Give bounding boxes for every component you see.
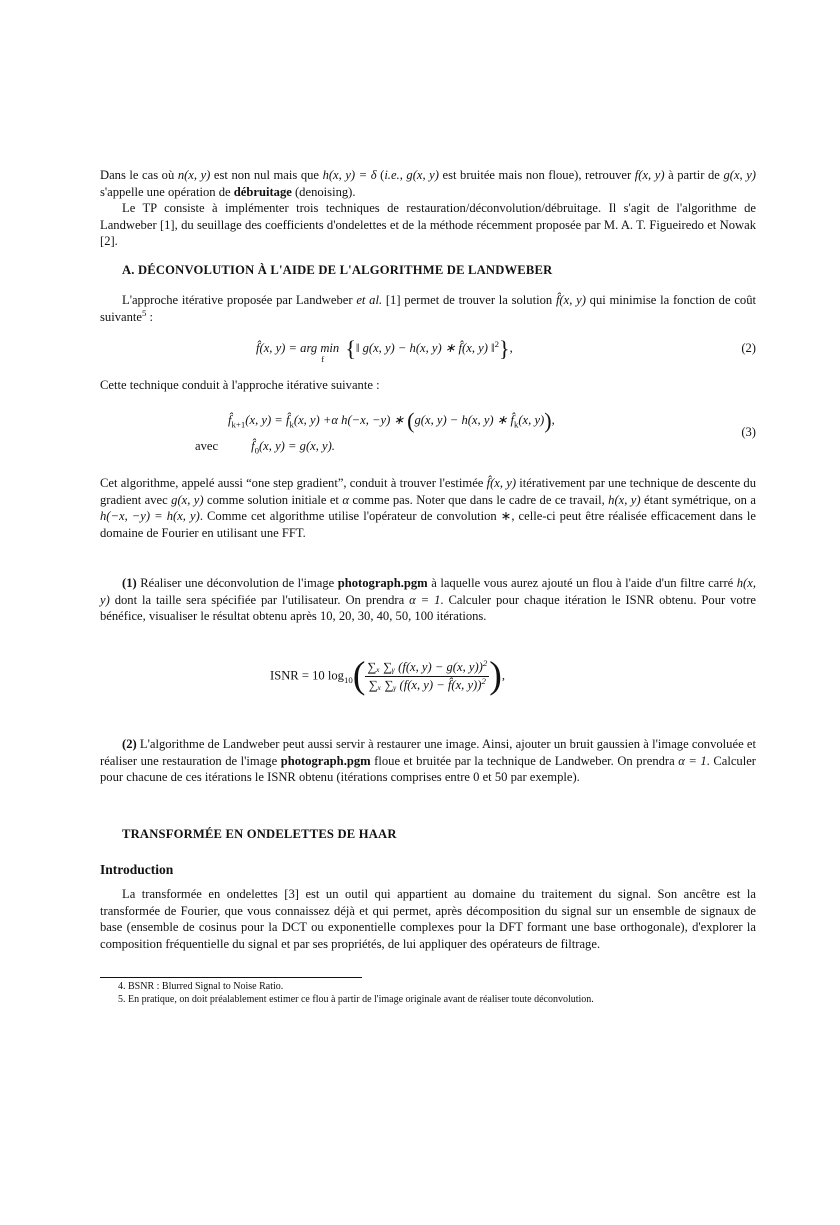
text: . Calculer pour chacune de ces itérations le ISNR obtenu (itérations comprises entre 0 et 50 par exemple).: [100, 753, 756, 785]
footnote-5: 5. En pratique, on doit préalablement estimer ce flou à partir de l'image originale avant de réaliser toute déconvolution.: [118, 994, 594, 1005]
section-a-paragraph-3: [100, 475, 756, 541]
text: est bruitée mais non floue), retrouver: [438, 168, 635, 182]
text-ie: i.e.,: [384, 168, 403, 182]
text: :: [146, 309, 154, 324]
math-alpha: α = 1: [409, 592, 441, 607]
text: (x, y) = g(x, y).: [258, 439, 335, 453]
log-base: 10: [343, 674, 353, 685]
text: Cet algorithme, appelé aussi “one step gradient”, conduit à trouver l'estimée: [100, 476, 487, 490]
text: L'approche itérative proposée par Landweber: [122, 293, 357, 307]
text: dont la taille sera spécifiée par l'utilisateur. On prendra: [109, 592, 410, 607]
text: (x, y) +α h(−x, −y) ∗: [293, 413, 408, 427]
text: L'algorithme de Landweber peut aussi servir à restaurer une image. Ainsi, ajouter un bruit gaussien à l'image convoluée et réaliser une restauration de l'image: [100, 737, 756, 768]
text: (x, y): [518, 413, 545, 427]
math-g: g(x, y): [723, 168, 757, 182]
math-h: h(x, y): [100, 576, 756, 607]
isnr-lhs: ISNR = 10 log: [270, 668, 344, 683]
math-n: n(x, y): [177, 168, 211, 182]
text: (denoising).: [291, 184, 356, 199]
text: est non nul mais que: [210, 168, 323, 182]
text: ,: [551, 413, 555, 427]
equation-3-line-1: [228, 408, 555, 433]
section-b-paragraph-1: La transformée en ondelettes [3] est un outil qui appartient au domaine du traitement du signal. Son ancêtre est la transformée de Fourier, que vous connaissez déjà et qui permet, après décomposition du signal sur un ensemble de signaux de base (ensemble de cosinus pour la DCT ou exponentielle complexes pour la DFT formant une base orthogonale), d'explorer la composition fréquentielle du signal et par ses propriétés, de lui appliquer des opérateurs de filtrage.: [100, 887, 756, 951]
paren-open: (: [352, 654, 366, 697]
isnr-fraction: [365, 657, 489, 693]
text: qui minimise la fonction de coût suivante: [100, 293, 756, 324]
isnr-denominator: [365, 677, 489, 693]
paren-close: ): [544, 408, 552, 433]
text: k+1: [231, 419, 246, 430]
text: 0: [254, 445, 259, 456]
math-alpha: α = 1: [678, 753, 707, 768]
footnote-4: 4. BSNR : Blurred Signal to Noise Ratio.: [118, 981, 284, 992]
text-etal: et al.: [356, 293, 383, 307]
text-avec: avec: [195, 439, 219, 453]
section-b-heading: TRANSFORMÉE EN ONDELETTES DE HAAR: [122, 827, 397, 841]
math-g: g(x, y): [406, 168, 439, 182]
text: (x, y) = f̂: [245, 413, 290, 427]
text: à laquelle vous aurez ajouté un flou à l'aide d'un filtre carré: [427, 576, 737, 590]
text: Réaliser une déconvolution de l'image: [136, 576, 338, 590]
equation-3-line-2: [195, 439, 335, 454]
text: Dans le cas où: [100, 168, 178, 182]
text: k: [289, 419, 294, 430]
text: étant symétrique, on a: [640, 492, 756, 507]
section-a-paragraph-2: Cette technique conduit à l'approche itérative suivante :: [100, 378, 380, 392]
text: (: [376, 168, 385, 182]
footnote-rule: [100, 977, 362, 978]
isnr-equation: [270, 654, 506, 697]
math-alpha: α: [342, 492, 349, 507]
eq2-lhs: f̂(x, y) = arg min: [256, 341, 340, 355]
equation-2-number: (2): [741, 341, 756, 355]
intro-paragraph-2: Le TP consiste à implémenter trois techniques de restauration/déconvolution/débruitage. Il s'agit de l'algorithme de Landweber [1], du seuillage des coefficients d'ondelettes et de la méthode récemment proposée par M. A. T. Figueiredo et Nowak [2].: [100, 201, 756, 249]
paren-close: ): [489, 654, 502, 697]
bold-term: débruitage: [233, 184, 292, 199]
text: s'appelle une opération de: [100, 184, 234, 199]
question-number: (1): [122, 576, 137, 590]
paren-open: (: [407, 408, 415, 433]
text: itérativement par une technique de descente du gradient avec: [100, 476, 756, 507]
text: ∑ₓ ∑ᵧ (f(x, y) − f̂(x, y)): [368, 678, 482, 692]
eq2-square: 2: [494, 338, 499, 349]
text: . Calculer pour chaque itération le ISNR obtenu. Pour votre bénéfice, visualiser le résultat obtenu après 10, 20, 30, 40, 50, 100 itérations.: [100, 592, 756, 624]
eq2-argmin-sub: f: [321, 353, 325, 364]
math-fhat: f̂(x, y): [555, 293, 586, 307]
equation-2: [256, 336, 513, 364]
filename: photograph.pgm: [280, 753, 371, 768]
intro-paragraph-1: [100, 167, 756, 200]
text: k: [513, 419, 519, 430]
footnote-ref[interactable]: 5: [141, 307, 147, 318]
text: ,: [509, 341, 513, 355]
math-h-delta: h(x, y) = δ: [322, 168, 377, 182]
text: à partir de: [664, 168, 724, 182]
text: 2: [482, 657, 488, 668]
text: comme solution initiale et: [203, 492, 343, 507]
math-g: g(x, y): [171, 492, 204, 507]
eq2-body: ‖ g(x, y) − h(x, y) ∗ f̂(x, y) ‖: [355, 341, 495, 355]
math-h-sym: h(−x, −y) = h(x, y): [100, 509, 200, 524]
text: floue et bruitée par la technique de Landweber. On prendra: [370, 753, 679, 768]
text: comme pas. Noter que dans le cadre de ce travail,: [348, 492, 609, 507]
brace-close: }: [499, 336, 510, 361]
text: f̂: [228, 413, 232, 427]
question-2: [100, 736, 756, 786]
section-a-heading: A. DÉCONVOLUTION À L'AIDE DE L'ALGORITHME DE LANDWEBER: [122, 263, 553, 277]
math-f: f(x, y): [634, 168, 665, 182]
text: f̂: [251, 439, 255, 453]
brace-open: {: [345, 336, 356, 361]
text: [1] permet de trouver la solution: [382, 293, 556, 307]
text: 2: [481, 675, 486, 686]
text: ∑ₓ ∑ᵧ (f(x, y) − g(x, y)): [367, 660, 483, 674]
text: ,: [501, 668, 506, 683]
question-1: [100, 575, 756, 625]
text: . Comme cet algorithme utilise l'opérateur de convolution ∗, celle-ci peut être réalisée efficacement dans le domaine de Fourier en utilisant une FFT.: [100, 509, 756, 540]
math-fhat: f̂(x, y): [486, 476, 517, 490]
math-h: h(x, y): [608, 492, 641, 507]
section-b-subheading: Introduction: [100, 862, 174, 877]
question-number: (2): [122, 737, 137, 751]
section-a-paragraph-1: [100, 292, 756, 325]
text: g(x, y) − h(x, y) ∗ f̂: [414, 413, 514, 427]
filename: photograph.pgm: [337, 576, 428, 590]
equation-3-number: (3): [741, 425, 756, 439]
isnr-numerator: [365, 657, 489, 677]
